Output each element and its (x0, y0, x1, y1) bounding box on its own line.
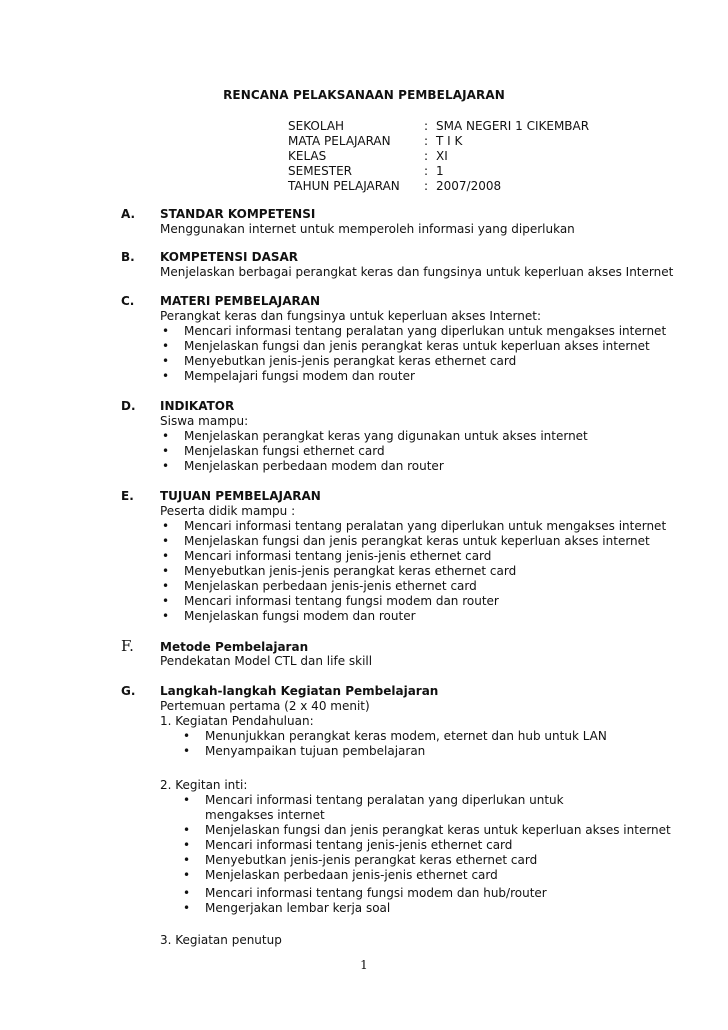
section-title: Metode Pembelajaran (160, 640, 309, 654)
bullet-icon: • (183, 853, 191, 867)
section-heading (121, 683, 701, 699)
section-letter: C. (121, 294, 135, 308)
list-item-text: Mencari informasi tentang fungsi modem dan hub/router (205, 886, 547, 900)
list-item-text: Menjelaskan perbedaan jenis-jenis ethernet card (184, 579, 477, 593)
identity-table (288, 119, 589, 194)
list-item (121, 868, 701, 883)
section-intro: Siswa mampu: (160, 414, 249, 428)
info-label: KELAS (288, 149, 327, 163)
section-langkah-kegiatan (121, 683, 701, 948)
list-item-text: Menjelaskan perbedaan modem dan router (184, 459, 444, 473)
list-item-text: Mengerjakan lembar kerja soal (205, 901, 391, 915)
section-materi-pembelajaran (121, 293, 701, 384)
bullet-icon: • (162, 369, 170, 383)
list-item (121, 429, 701, 444)
section-letter: E. (121, 489, 134, 503)
step-title: 1. Kegiatan Pendahuluan: (160, 714, 314, 728)
list-item-text: Menunjukkan perangkat keras modem, eternet dan hub untuk LAN (205, 729, 607, 743)
section-title: INDIKATOR (160, 399, 235, 413)
info-value: 1 (436, 164, 444, 178)
info-label: MATA PELAJARAN (288, 134, 391, 148)
section-letter: F. (121, 637, 134, 655)
info-colon: : (424, 179, 429, 193)
info-row (288, 119, 589, 134)
bullet-icon: • (162, 324, 170, 338)
section-heading (121, 638, 701, 654)
bullet-icon: • (183, 868, 191, 882)
list-item (121, 519, 701, 534)
section-text: Menjelaskan berbagai perangkat keras dan fungsinya untuk keperluan akses Internet (160, 265, 674, 279)
info-row (288, 179, 589, 194)
bullet-icon: • (183, 744, 191, 758)
info-label: SEKOLAH (288, 119, 345, 133)
section-standar-kompetensi (121, 206, 701, 237)
section-text: Pendekatan Model CTL dan life skill (160, 654, 373, 668)
list-item (121, 793, 701, 823)
section-title: TUJUAN PEMBELAJARAN (160, 489, 321, 503)
list-item-text: Menjelaskan perangkat keras yang digunakan untuk akses internet (184, 429, 588, 443)
section-letter: B. (121, 250, 135, 264)
step-title: 2. Kegitan inti: (160, 778, 248, 792)
list-item-text: Menyebutkan jenis-jenis perangkat keras ethernet card (205, 853, 538, 867)
info-colon: : (424, 149, 429, 163)
bullet-icon: • (183, 901, 191, 915)
bullet-icon: • (162, 444, 170, 458)
info-row (288, 164, 589, 179)
bullet-icon: • (162, 354, 170, 368)
bullet-icon: • (162, 594, 170, 608)
step-title: 3. Kegiatan penutup (160, 933, 282, 947)
bullet-icon: • (162, 564, 170, 578)
section-letter: G. (121, 684, 136, 698)
list-item (121, 564, 701, 579)
bullet-icon: • (162, 609, 170, 623)
list-item-text: Menyebutkan jenis-jenis perangkat keras ethernet card (184, 564, 517, 578)
section-heading (121, 249, 701, 265)
list-item-text: Mempelajari fungsi modem dan router (184, 369, 415, 383)
list-item (121, 594, 701, 609)
list-item-text: Menyampaikan tujuan pembelajaran (205, 744, 426, 758)
info-value: SMA NEGERI 1 CIKEMBAR (436, 119, 590, 133)
info-row (288, 149, 589, 164)
section-heading (121, 398, 701, 414)
bullet-icon: • (183, 823, 191, 837)
section-heading (121, 293, 701, 309)
bullet-icon: • (162, 549, 170, 563)
list-item-text: Menjelaskan fungsi ethernet card (184, 444, 385, 458)
bullet-icon: • (162, 519, 170, 533)
list-item (121, 459, 701, 474)
list-item-text: Mencari informasi tentang jenis-jenis ethernet card (205, 838, 513, 852)
list-item-text: Mencari informasi tentang peralatan yang diperlukan untuk mengakses internet (184, 324, 667, 338)
list-item (121, 444, 701, 459)
list-item-text: Mencari informasi tentang fungsi modem dan router (184, 594, 499, 608)
list-item (121, 339, 701, 354)
info-row (288, 134, 589, 149)
section-tujuan-pembelajaran (121, 488, 701, 624)
info-value: T I K (436, 134, 463, 148)
section-intro: Peserta didik mampu : (160, 504, 296, 518)
section-letter: D. (121, 399, 136, 413)
bullet-icon: • (162, 459, 170, 473)
list-item (121, 369, 701, 384)
bullet-icon: • (183, 886, 191, 900)
section-text: Menggunakan internet untuk memperoleh informasi yang diperlukan (160, 222, 575, 236)
list-item-text: Menyebutkan jenis-jenis perangkat keras ethernet card (184, 354, 517, 368)
info-value: XI (436, 149, 448, 163)
info-colon: : (424, 164, 429, 178)
document-title: RENCANA PELAKSANAAN PEMBELAJARAN (223, 88, 505, 102)
info-value: 2007/2008 (436, 179, 502, 193)
bullet-icon: • (183, 729, 191, 743)
bullet-icon: • (183, 838, 191, 852)
list-item-text: Menjelaskan fungsi dan jenis perangkat keras untuk keperluan akses internet (184, 339, 650, 353)
info-colon: : (424, 119, 429, 133)
list-item-text: Menjelaskan fungsi dan jenis perangkat keras untuk keperluan akses internet (205, 823, 671, 837)
list-item (121, 609, 701, 624)
bullet-icon: • (162, 339, 170, 353)
section-title: Langkah-langkah Kegiatan Pembelajaran (160, 684, 439, 698)
section-indikator (121, 398, 701, 474)
bullet-icon: • (162, 429, 170, 443)
section-heading (121, 488, 701, 504)
section-intro: Perangkat keras dan fungsinya untuk keperluan akses Internet: (160, 309, 542, 323)
list-item (121, 823, 701, 838)
list-item-text: Menjelaskan perbedaan jenis-jenis ethernet card (205, 868, 498, 882)
list-item (121, 886, 701, 901)
bullet-icon: • (162, 579, 170, 593)
section-heading (121, 206, 701, 222)
list-item (121, 901, 701, 916)
page-number: 1 (360, 958, 368, 972)
list-item (121, 324, 701, 339)
list-item-text: Mencari informasi tentang peralatan yang diperlukan untuk mengakses internet (184, 519, 667, 533)
section-title: KOMPETENSI DASAR (160, 250, 299, 264)
section-title: MATERI PEMBELAJARAN (160, 294, 321, 308)
list-item (121, 549, 701, 564)
list-item (121, 838, 701, 853)
list-item-text: Mencari informasi tentang peralatan yang diperlukan untuk mengakses internet (205, 793, 564, 822)
bullet-icon: • (162, 534, 170, 548)
list-item (121, 354, 701, 369)
list-item-text: Menjelaskan fungsi modem dan router (184, 609, 416, 623)
info-label: TAHUN PELAJARAN (288, 179, 400, 193)
info-colon: : (424, 134, 429, 148)
list-item (121, 579, 701, 594)
section-title: STANDAR KOMPETENSI (160, 207, 316, 221)
list-item (121, 729, 701, 744)
list-item-text: Mencari informasi tentang jenis-jenis ethernet card (184, 549, 492, 563)
section-letter: A. (121, 207, 136, 221)
section-metode-pembelajaran (121, 638, 701, 669)
list-item (121, 853, 701, 868)
info-label: SEMESTER (288, 164, 353, 178)
section-intro: Pertemuan pertama (2 x 40 menit) (160, 699, 370, 713)
bullet-icon: • (183, 793, 191, 807)
list-item (121, 534, 701, 549)
section-kompetensi-dasar (121, 249, 701, 280)
list-item (121, 744, 701, 759)
list-item-text: Menjelaskan fungsi dan jenis perangkat keras untuk keperluan akses internet (184, 534, 650, 548)
